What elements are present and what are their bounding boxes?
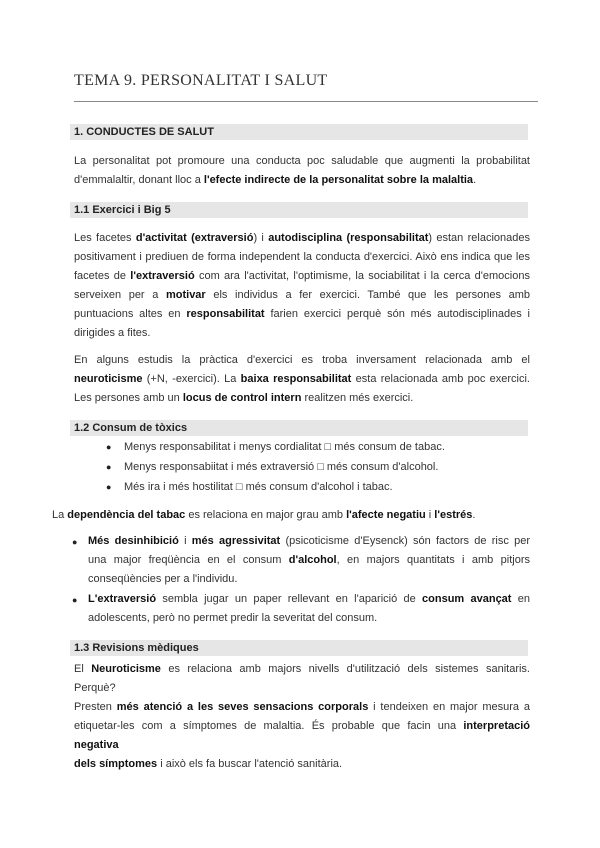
bullet-icon: ● [106,462,112,472]
bullet-icon: ● [106,482,112,492]
paragraph-exercici-2 [74,351,530,408]
bullet-item [88,532,530,589]
bold-text: l'extraversió [130,270,195,282]
section-heading-1-3: 1.3 Revisions mèdiques [70,640,528,656]
bold-text: l'afecte negatiu [346,509,426,521]
bold-text: d'activitat (extraversió [135,232,254,244]
paragraph-exercici-1 [74,229,530,343]
bold-text: dependència del tabac [67,509,186,521]
title-divider [74,101,538,102]
text-line: una major freqüència en el consum d'alcohol, en majors quantitats i amb pitjors [88,554,530,566]
bold-text: L'extraversió [88,593,157,605]
text-line: etiquetar-les com a símptomes de malaltia. És probable que facin una interpretació negativa [74,720,530,751]
bullet-item: Menys responsabilitat i menys cordialitat □ més consum de tabac. [124,441,445,453]
text-line: En alguns estudis la pràctica d'exercici es troba inversament relacionada amb el [74,354,530,366]
paragraph-conductes [74,152,530,190]
text-line: positivament i prediuen de forma independent la conducta d'exercici. Això ens indica que les [74,251,530,263]
bold-text: dels símptomes [74,758,158,770]
text-line: d'emmalaltir, donant lloc a l'efecte indirecte de la personalitat sobre la malaltia. [74,174,477,186]
text-line: Les persones amb un locus de control intern realitzen més exercici. [74,392,414,404]
bold-text: més agressivitat [191,535,281,547]
bold-text: motivar [165,289,206,301]
text-line: Presten més atenció a les seves sensacions corporals i tendeixen en major mesura a [74,701,530,713]
text-line: La dependència del tabac es relaciona en major grau amb l'afecte negatiu i l'estrés. [52,509,476,521]
bullet-icon: ● [72,595,78,605]
text-line: neuroticisme (+N, -exercici). La baixa responsabilitat esta relacionada amb poc exercici. [74,373,530,385]
text-line: dels símptomes i això els fa buscar l'atenció sanitària. [74,758,343,770]
text-line: El Neuroticisme es relaciona amb majors nivells d'utilització dels sistemes sanitaris. Perquè? [74,663,530,694]
bold-text: responsabilitat [186,308,265,320]
bold-text: consum avançat [422,593,512,605]
bullet-icon: ● [106,442,112,452]
bullet-item: Menys responsabiitat i més extraversió □ més consum d'alcohol. [124,461,439,473]
section-heading-1-2: 1.2 Consum de tòxics [70,420,528,436]
text-line: dirigides a fites. [74,327,151,339]
bold-text: locus de control intern [182,392,302,404]
page-title: TEMA 9. PERSONALITAT I SALUT [74,72,328,89]
bold-text: Neuroticisme [91,663,161,675]
text-line: serveixen per a motivar els individus a fer exercici. També que les persones amb [74,289,530,301]
bold-text: neuroticisme [74,373,143,385]
section-heading-1: 1. CONDUCTES DE SALUT [70,124,528,140]
section-heading-1-1: 1.1 Exercici i Big 5 [70,202,528,218]
bold-text: interpretació negativa [74,720,530,751]
bold-text: més atenció a les seves sensacions corporals [116,701,369,713]
text-line: L'extraversió sembla jugar un paper rellevant en l'aparició de consum avançat en [88,593,530,605]
bold-text: d'alcohol [288,554,337,566]
paragraph-revisions [74,660,530,774]
bold-text: autodisciplina (responsabilitat [268,232,429,244]
bullet-icon: ● [72,537,78,547]
text-line: puntuacions altes en responsabilitat farien exercici perquè són més autodisciplinades i [74,308,530,320]
bold-text: Més desinhibició [88,535,179,547]
text-line: La personalitat pot promoure una conducta poc saludable que augmenti la probabilitat [74,155,530,167]
text-line: conseqüències per a l'individu. [88,573,238,585]
text-line: Les facetes d'activitat (extraversió) i autodisciplina (responsabilitat) estan relacionades [74,232,530,244]
bold-text: l'estrés [434,509,473,521]
bullet-item [88,590,530,628]
text-line: Més desinhibició i més agressivitat (psicoticisme d'Eysenck) són factors de risc per [88,535,530,547]
bullet-item: Més ira i més hostilitat □ més consum d'alcohol i tabac. [124,481,393,493]
text-line: adolescents, però no permet predir la severitat del consum. [88,612,378,624]
text-line: facetes de l'extraversió com ara l'activitat, l'optimisme, la sociabilitat i la cerca d'emocions [74,270,530,282]
bold-text: baixa responsabilitat [240,373,352,385]
bold-text: l'efecte indirecte de la personalitat sobre la malaltia [203,174,474,186]
paragraph-tabac [52,506,532,525]
